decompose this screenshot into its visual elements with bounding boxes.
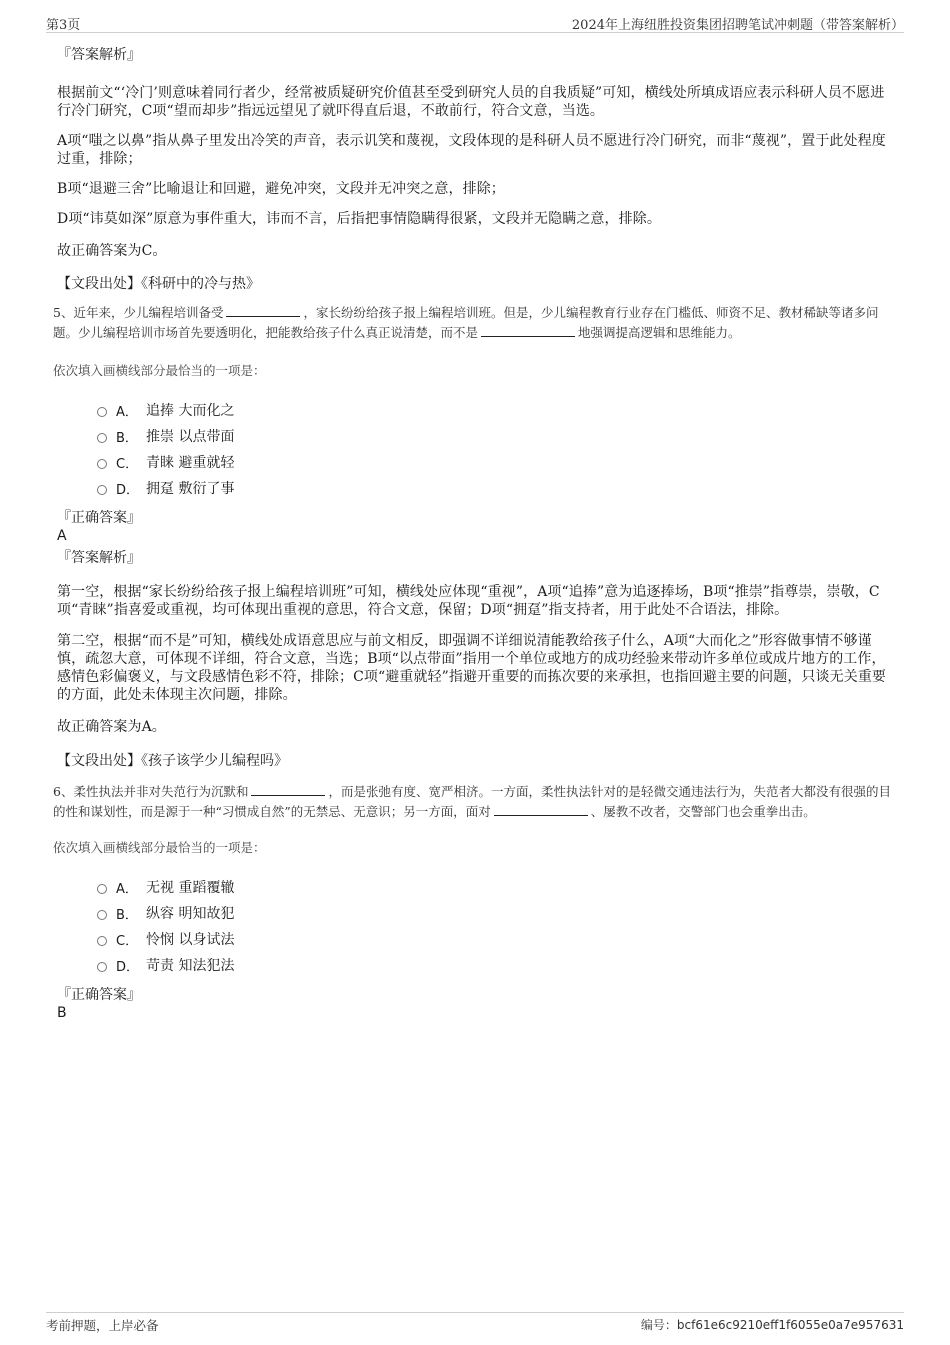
q4-conclusion: 故正确答案为C。 xyxy=(57,243,167,259)
option-text: 纵容 明知故犯 xyxy=(146,906,235,922)
page-content xyxy=(53,46,892,1022)
q5-analysis-tag: 『答案解析』 xyxy=(57,550,141,566)
q4-analysis-para: B项“退避三舍”比喻退让和回避，避免冲突，文段并无冲突之意，排除； xyxy=(57,181,505,197)
option-text: 追捧 大而化之 xyxy=(146,403,235,419)
option-letter: D． xyxy=(116,959,140,975)
option-letter: B． xyxy=(116,907,138,923)
q4-analysis-tag: 『答案解析』 xyxy=(57,47,141,63)
q6-text-part: 、屡教不改者，交警部门也会重拳出击。 xyxy=(590,804,816,819)
radio-icon[interactable] xyxy=(97,459,107,469)
q4-source: 【文段出处】《科研中的冷与热》 xyxy=(57,276,260,292)
q6-text-part: 6、柔性执法并非对失范行为沉默和 xyxy=(53,784,249,799)
option-text: 无视 重蹈覆辙 xyxy=(146,880,235,896)
q6-prompt: 依次填入画横线部分最恰当的一项是： xyxy=(53,840,266,855)
q6-option-c[interactable] xyxy=(97,926,892,952)
q5-correct-tag: 『正确答案』 xyxy=(57,510,141,526)
radio-icon[interactable] xyxy=(97,407,107,417)
q5-conclusion: 故正确答案为A。 xyxy=(57,719,166,735)
footer-slogan: 考前押题，上岸必备 xyxy=(46,1318,159,1333)
q6-option-b[interactable] xyxy=(97,900,892,926)
q5-text-part: 5、近年来，少儿编程培训备受 xyxy=(53,305,224,320)
q4-analysis-para: 根据前文“‘冷门’则意味着同行者少，经常被质疑研究价值甚至受到研究人员的自我质疑”可知，横线处所填成语应表示科研人员不愿进行冷门研究，C项“望而却步”指远远望见了就吓得直后退，不敢前行，符合文意，当选。 xyxy=(57,85,885,119)
q5-analysis-para: 第二空，根据“而不是”可知，横线处成语意思应与前文相反，即强调不详细说清能教给孩子什么，A项“大而化之”形容做事情不够谨慎，疏忽大意，可体现不详细，符合文意，当选；B项“以点带面”指用一个单位或地方的成功经验来带动许多单位或成片地方的工作，感情色彩偏褒义，与文段感情色彩不符，排除；C项“避重就轻”指避开重要的而拣次要的来承担，也指回避主要的问题，只谈无关重要的方面，此处未体现主次问题，排除。 xyxy=(57,633,887,703)
radio-icon[interactable] xyxy=(97,485,107,495)
page-footer xyxy=(46,1312,904,1334)
q5-option-a[interactable] xyxy=(97,397,892,423)
document-title: 2024年上海纽胜投资集团招聘笔试冲刺题（带答案解析） xyxy=(571,18,904,33)
q5-correct-answer: A xyxy=(57,528,67,544)
radio-icon[interactable] xyxy=(97,433,107,443)
option-text: 拥趸 敷衍了事 xyxy=(146,481,235,497)
q4-analysis-para: A项“嗤之以鼻”指从鼻子里发出冷笑的声音，表示讥笑和蔑视，文段体现的是科研人员不愿进行冷门研究，而非“蔑视”，置于此处程度过重，排除； xyxy=(57,133,886,167)
q6-option-a[interactable] xyxy=(97,874,892,900)
option-letter: D． xyxy=(116,482,140,498)
document-code: 编号：bcf61e6c9210eff1f6055e0a7e957631 xyxy=(640,1318,904,1332)
q5-option-c[interactable] xyxy=(97,449,892,475)
option-letter: A． xyxy=(116,881,138,897)
q5-prompt: 依次填入画横线部分最恰当的一项是： xyxy=(53,363,266,378)
q6-correct-tag: 『正确答案』 xyxy=(57,987,141,1003)
option-letter: A． xyxy=(116,404,138,420)
q6-question xyxy=(53,782,892,822)
option-text: 青睐 避重就轻 xyxy=(146,455,235,471)
q5-question xyxy=(53,303,892,343)
q6-correct-answer: B xyxy=(57,1005,67,1021)
q6-options xyxy=(97,874,892,978)
radio-icon[interactable] xyxy=(97,910,107,920)
q6-blank-2 xyxy=(494,804,588,816)
q5-blank-2 xyxy=(481,325,575,337)
q5-text-part: ，家长纷纷给孩子报上编程培训班。但是，少儿编程教育行业存在门槛低、师资不足、教材稀缺等诸多问题。少儿编程培训市场首先要透明化，把能教给孩子什么真正说清楚，而不是 xyxy=(53,305,879,340)
page-header xyxy=(46,14,904,33)
q5-option-b[interactable] xyxy=(97,423,892,449)
q5-options xyxy=(97,397,892,501)
q6-text-part: ，而是张弛有度、宽严相济。一方面，柔性执法针对的是轻微交通违法行为，失范者大都没有很强的目的性和谋划性，而是源于一种“习惯成自然”的无禁忌、无意识；另一方面，面对 xyxy=(53,784,891,819)
q5-blank-1 xyxy=(226,305,300,317)
option-text: 苛责 知法犯法 xyxy=(146,958,235,974)
option-text: 推崇 以点带面 xyxy=(146,429,235,445)
option-letter: C． xyxy=(116,933,139,949)
radio-icon[interactable] xyxy=(97,884,107,894)
q5-text-part: 地强调提高逻辑和思维能力。 xyxy=(578,325,741,340)
option-letter: C． xyxy=(116,456,139,472)
q5-analysis-para: 第一空，根据“家长纷纷给孩子报上编程培训班”可知，横线处应体现“重视”，A项“追捧”意为追逐捧场，B项“推崇”指尊崇，崇敬，C项“青睐”指喜爱或重视，均可体现出重视的意思，符合文意，保留；D项“拥趸”指支持者，用于此处不合语法，排除。 xyxy=(57,584,880,618)
page-number: 第3页 xyxy=(46,18,81,33)
option-text: 怜悯 以身试法 xyxy=(146,932,235,948)
q5-source: 【文段出处】《孩子该学少儿编程吗》 xyxy=(57,753,288,769)
radio-icon[interactable] xyxy=(97,962,107,972)
q6-option-d[interactable] xyxy=(97,952,892,978)
q4-analysis-para: D项“讳莫如深”原意为事件重大，讳而不言，后指把事情隐瞒得很紧，文段并无隐瞒之意，排除。 xyxy=(57,211,661,227)
radio-icon[interactable] xyxy=(97,936,107,946)
q5-option-d[interactable] xyxy=(97,475,892,501)
q6-blank-1 xyxy=(251,784,325,796)
option-letter: B． xyxy=(116,430,138,446)
